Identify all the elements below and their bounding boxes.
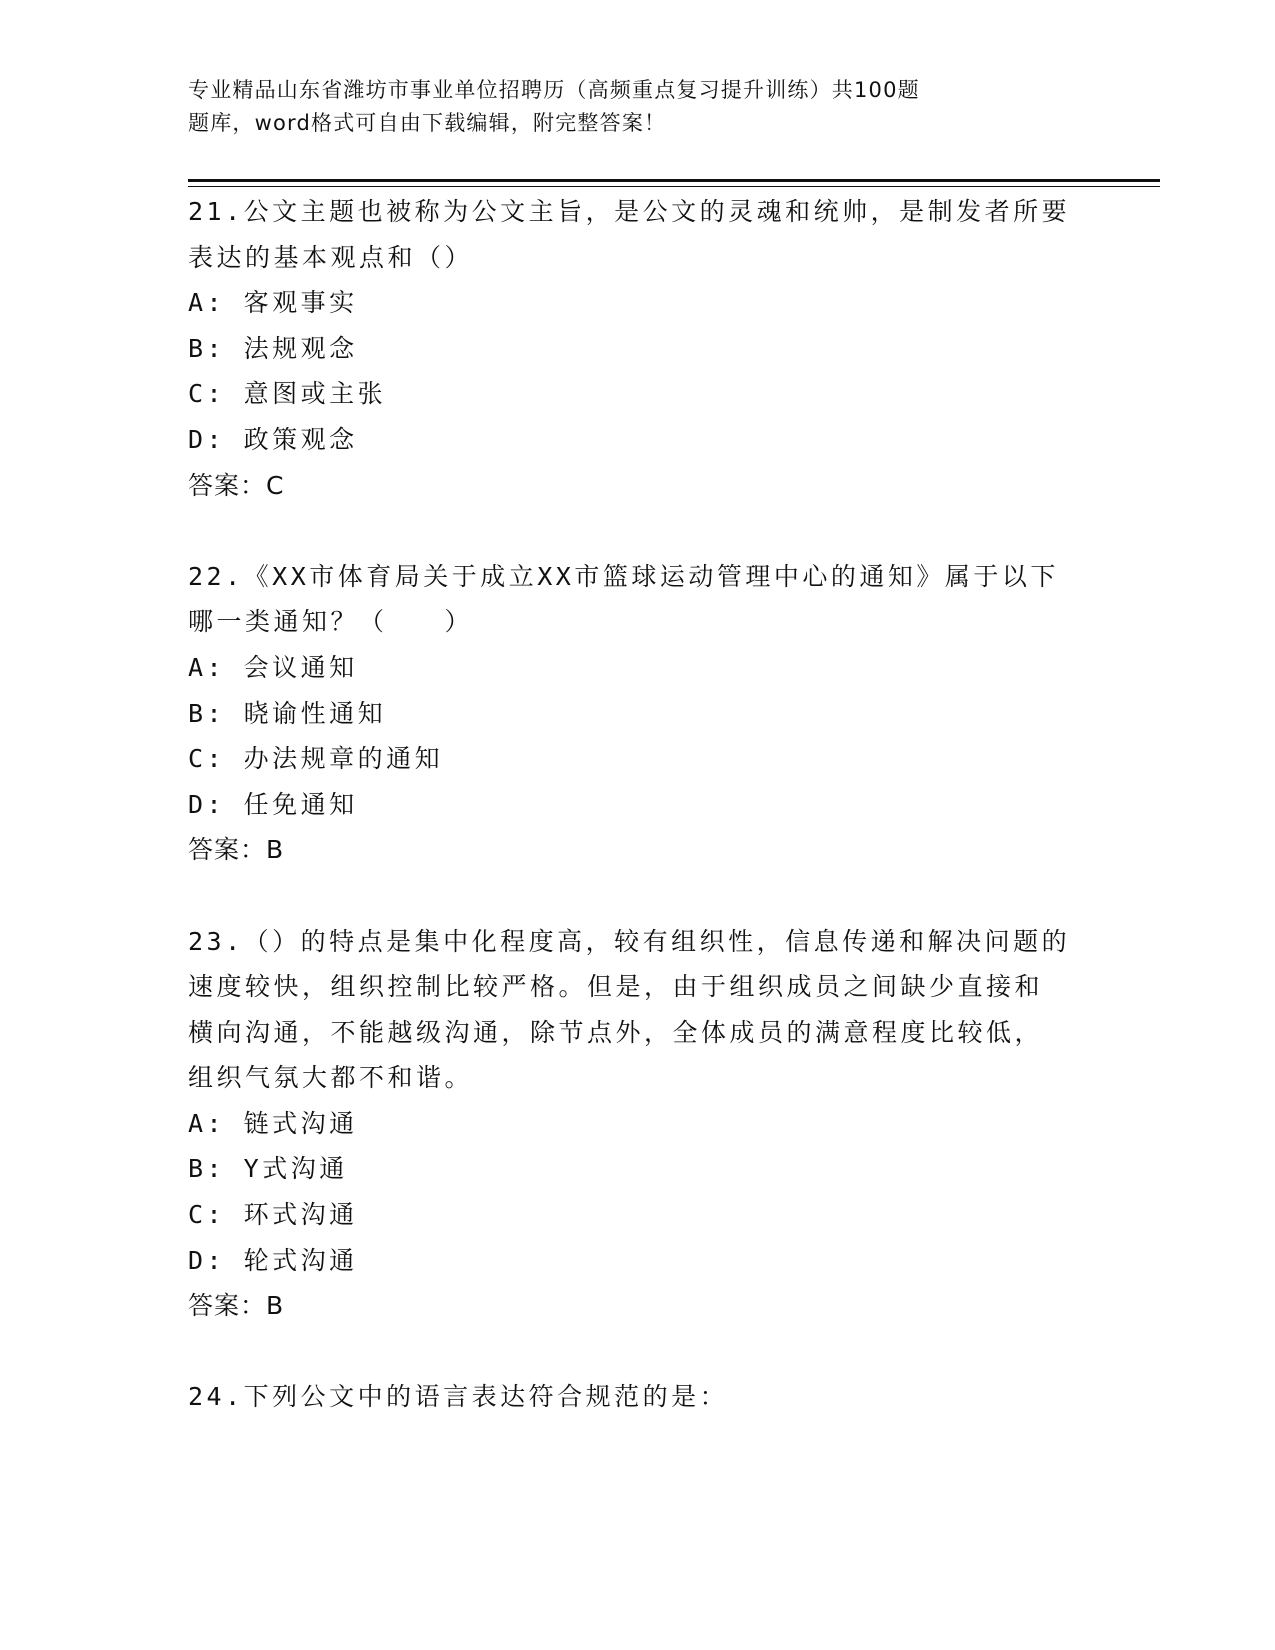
option-c: C: 环式沟通: [188, 1200, 358, 1230]
option-a: A: 链式沟通: [188, 1108, 358, 1138]
option-b: B: 法规观念: [188, 333, 358, 363]
header-line-1: 专业精品山东省潍坊市事业单位招聘历（高频重点复习提升训练）共100题: [188, 78, 920, 102]
answer: 答案：B: [188, 1291, 285, 1321]
question-list: [188, 189, 1088, 1466]
header-divider-thick: [188, 179, 1160, 182]
option-d: D: 任免通知: [188, 789, 358, 819]
document-header: [188, 74, 1018, 140]
question-23: [188, 919, 1088, 1329]
question-text-line: 组织气氛大都不和谐。: [188, 1063, 474, 1093]
option-d: D: 轮式沟通: [188, 1245, 358, 1275]
question-text-line: 21.公文主题也被称为公文主旨，是公文的灵魂和统帅，是制发者所要: [188, 197, 1071, 226]
question-text-line: 横向沟通，不能越级沟通，除节点外，全体成员的满意程度比较低，: [188, 1017, 1044, 1047]
question-22: [188, 554, 1088, 873]
option-a: A: 客观事实: [188, 288, 358, 318]
answer: 答案：B: [188, 835, 285, 865]
question-text-line: 哪一类通知？（ ）: [188, 607, 474, 637]
header-line-2: 题库，word格式可自由下载编辑，附完整答案！: [188, 111, 667, 135]
question-21: [188, 189, 1088, 508]
option-a: A: 会议通知: [188, 652, 358, 682]
question-24: [188, 1374, 1088, 1420]
option-d: D: 政策观念: [188, 424, 358, 454]
question-text-line: 22.《XX市体育局关于成立XX市篮球运动管理中心的通知》属于以下: [188, 561, 1059, 591]
option-b: B: 晓谕性通知: [188, 698, 387, 728]
option-b: B: Y式沟通: [188, 1154, 348, 1184]
option-c: C: 意图或主张: [188, 379, 387, 409]
question-text-line: 速度较快，组织控制比较严格。但是，由于组织成员之间缺少直接和: [188, 972, 1044, 1002]
option-c: C: 办法规章的通知: [188, 744, 444, 774]
question-text-line: 23.（）的特点是集中化程度高，较有组织性，信息传递和解决问题的: [188, 926, 1071, 956]
answer: 答案：C: [188, 470, 285, 500]
question-text-line: 24.下列公文中的语言表达符合规范的是：: [188, 1382, 729, 1412]
header-divider-thin: [188, 186, 1160, 187]
question-text-line: 表达的基本观点和（）: [188, 242, 474, 272]
